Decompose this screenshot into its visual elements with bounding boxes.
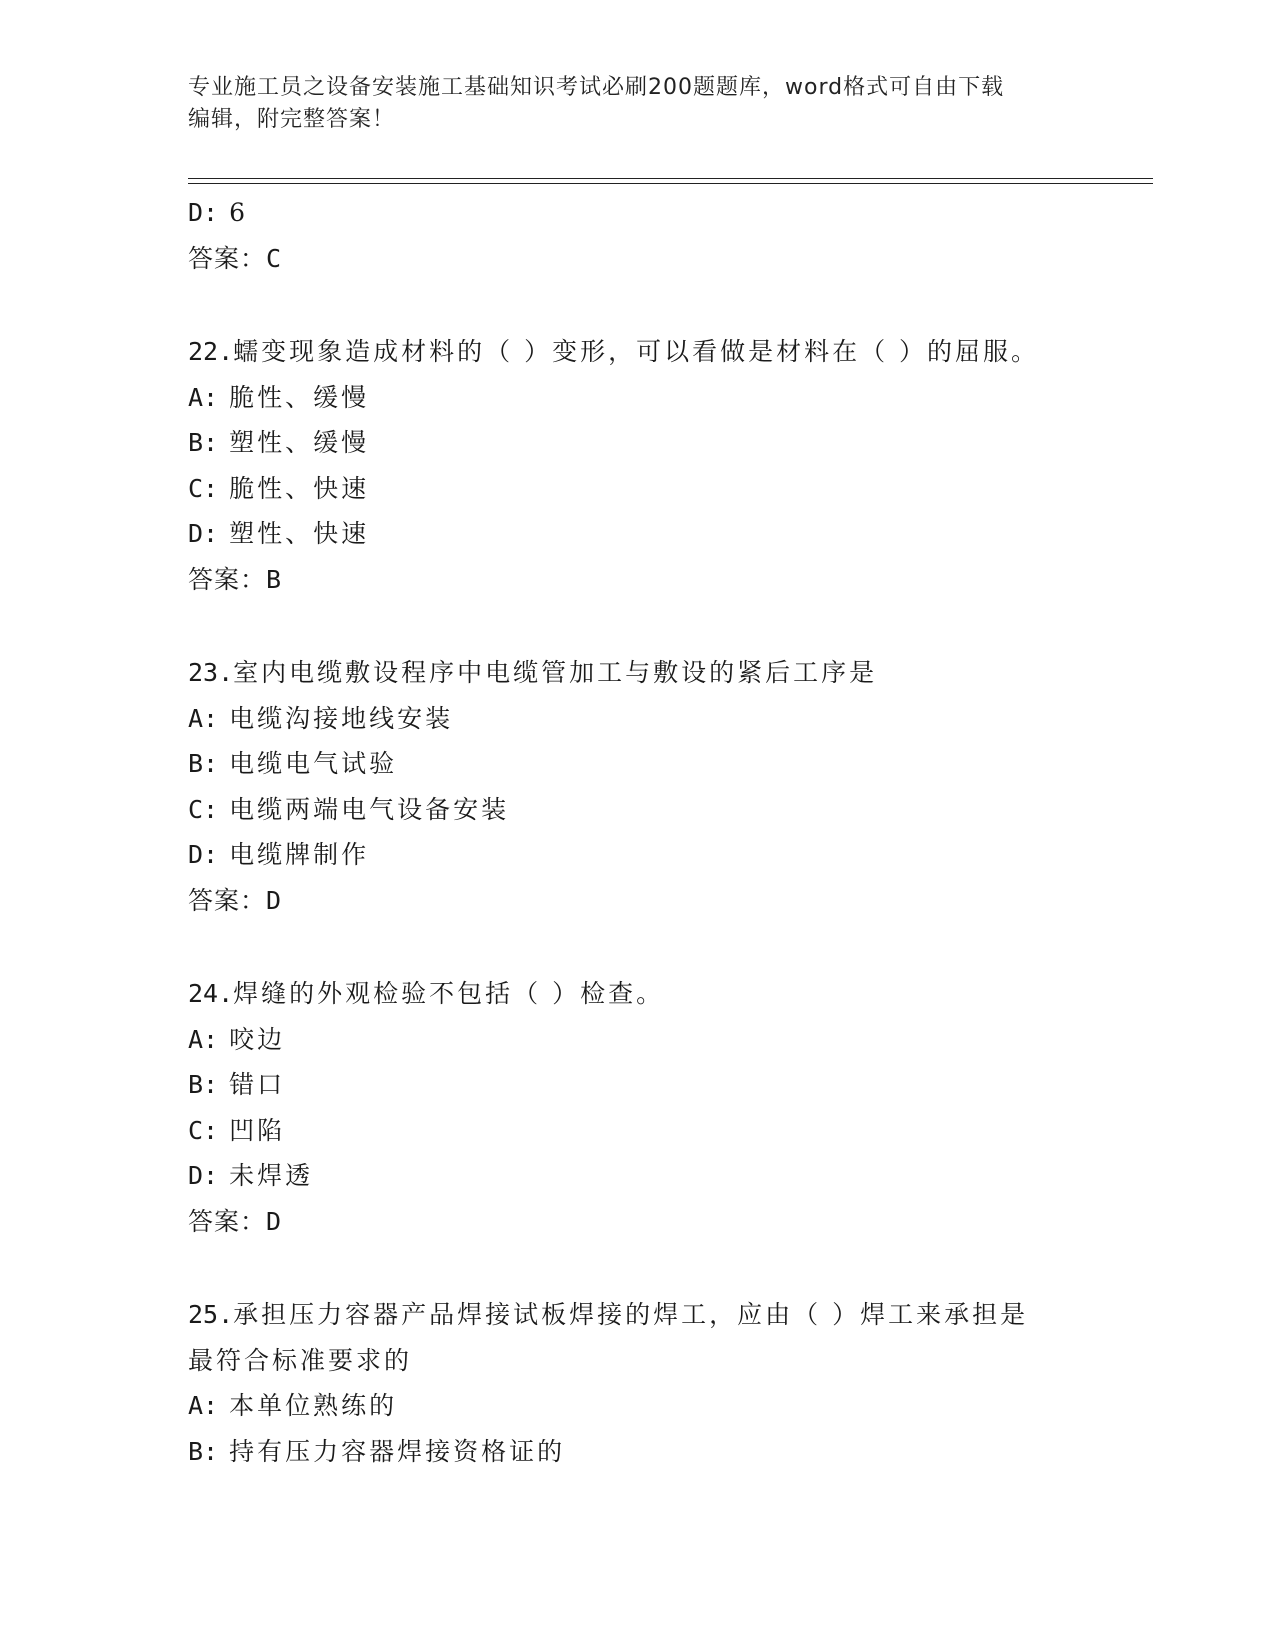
option-letter: D: xyxy=(188,840,219,869)
option-text: 脆性、快速 xyxy=(229,473,370,503)
option-row xyxy=(188,375,1148,421)
option-row xyxy=(188,1429,1148,1475)
question-number: 25. xyxy=(188,1300,234,1329)
option-row xyxy=(188,1062,1148,1108)
answer-label: 答案： xyxy=(188,1206,267,1236)
option-row xyxy=(188,511,1148,557)
option-row xyxy=(188,190,1148,236)
answer-row xyxy=(188,236,1148,282)
option-row xyxy=(188,1108,1148,1154)
question-text: 焊缝的外观检验不包括（ ）检查。 xyxy=(233,979,665,1008)
option-letter: A: xyxy=(188,1024,219,1054)
question-list xyxy=(188,190,1148,1474)
option-letter: C: xyxy=(188,473,219,503)
option-text: 脆性、缓慢 xyxy=(229,382,370,412)
answer-label: 答案： xyxy=(188,243,267,273)
question-text: 室内电缆敷设程序中电缆管加工与敷设的紧后工序是 xyxy=(233,658,878,687)
answer-row xyxy=(188,878,1148,924)
option-text: 电缆电气试验 xyxy=(229,749,398,778)
option-letter: B: xyxy=(188,428,219,457)
option-text: 塑性、缓慢 xyxy=(229,428,370,457)
option-letter: D: xyxy=(188,1161,219,1190)
option-letter: D: xyxy=(188,519,219,548)
option-letter: B: xyxy=(188,1436,219,1466)
option-letter: A: xyxy=(188,703,219,733)
question-number: 23. xyxy=(188,658,234,687)
answer-value: D xyxy=(266,885,283,915)
option-text: 塑性、快速 xyxy=(229,519,370,548)
header-divider-top xyxy=(188,178,1153,179)
option-row xyxy=(188,420,1148,466)
option-letter: A: xyxy=(188,382,219,412)
header-divider-bottom xyxy=(188,183,1153,184)
question-stem xyxy=(188,971,1148,1017)
answer-label: 答案： xyxy=(188,564,267,594)
option-text: 凹陷 xyxy=(229,1115,286,1145)
option-text: 未焊透 xyxy=(229,1161,314,1190)
header-line-1: 专业施工员之设备安装施工基础知识考试必刷200题题库，word格式可自由下载 xyxy=(188,75,1005,100)
option-text: 本单位熟练的 xyxy=(229,1391,398,1420)
option-text: 电缆两端电气设备安装 xyxy=(229,794,510,824)
option-row xyxy=(188,1017,1148,1063)
answer-value: C xyxy=(266,243,283,273)
question-stem xyxy=(188,650,1148,696)
option-text: 咬边 xyxy=(229,1024,286,1054)
answer-label: 答案： xyxy=(188,885,267,915)
option-letter: B: xyxy=(188,1070,219,1099)
option-row xyxy=(188,466,1148,512)
question-stem xyxy=(188,1292,1148,1338)
page-header xyxy=(188,72,1068,136)
option-text: 6 xyxy=(229,198,248,227)
option-text: 持有压力容器焊接资格证的 xyxy=(229,1436,566,1466)
option-letter: B: xyxy=(188,749,219,778)
option-letter: D: xyxy=(188,198,219,227)
question-text: 蠕变现象造成材料的（ ）变形，可以看做是材料在（ ）的屈服。 xyxy=(233,337,1040,366)
option-letter: C: xyxy=(188,794,219,824)
question-number: 24. xyxy=(188,979,234,1008)
answer-row xyxy=(188,1199,1148,1245)
question-number: 22. xyxy=(188,337,234,366)
option-row xyxy=(188,696,1148,742)
option-row xyxy=(188,1383,1148,1429)
question-text: 承担压力容器产品焊接试板焊接的焊工，应由（ ）焊工来承担是 xyxy=(233,1300,1029,1329)
option-text: 电缆沟接地线安装 xyxy=(229,703,454,733)
header-line-2: 编辑，附完整答案！ xyxy=(188,107,396,132)
question-stem xyxy=(188,329,1148,375)
option-letter: A: xyxy=(188,1391,219,1420)
option-text: 电缆牌制作 xyxy=(229,840,370,869)
answer-value: D xyxy=(266,1206,283,1236)
answer-row xyxy=(188,557,1148,603)
option-letter: C: xyxy=(188,1115,219,1145)
question-stem-continued: 最符合标准要求的 xyxy=(188,1345,413,1375)
option-row xyxy=(188,832,1148,878)
option-text: 错口 xyxy=(229,1070,286,1099)
option-row xyxy=(188,787,1148,833)
option-row xyxy=(188,1153,1148,1199)
answer-value: B xyxy=(266,564,283,594)
option-row xyxy=(188,741,1148,787)
